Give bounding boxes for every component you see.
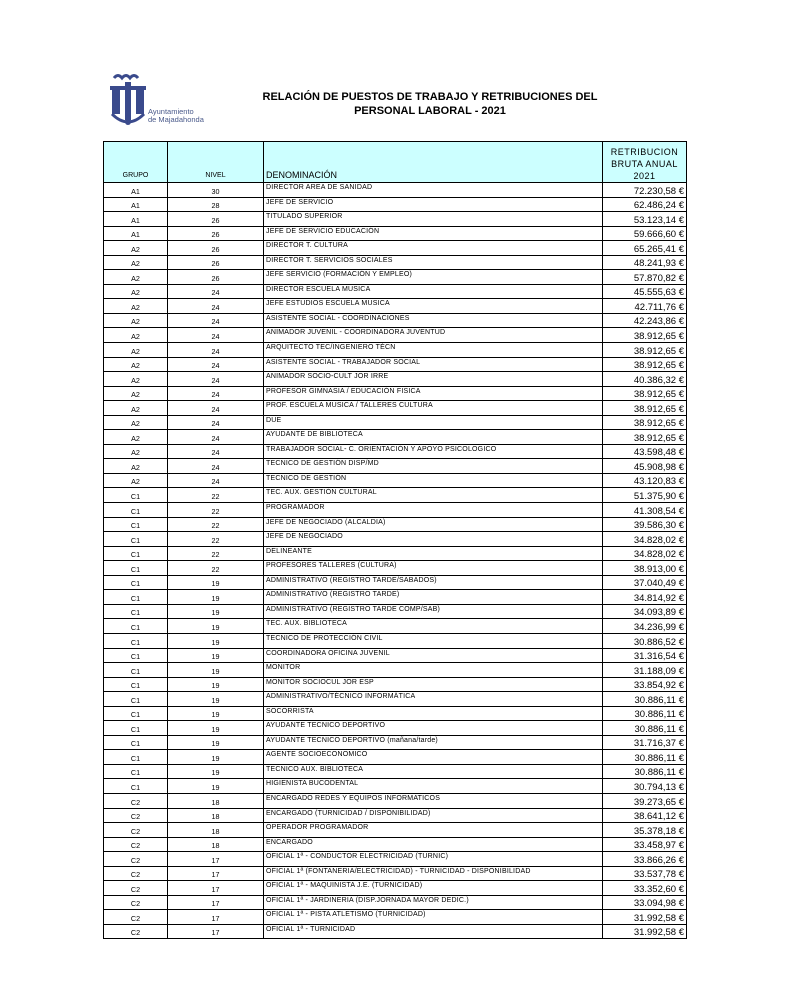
cell-nivel: 24 <box>168 357 264 372</box>
cell-retribucion: 30.886,11 € <box>603 750 687 765</box>
table-row <box>104 284 687 299</box>
cell-grupo: A2 <box>104 241 168 256</box>
cell-grupo: C2 <box>104 866 168 881</box>
cell-grupo: A2 <box>104 357 168 372</box>
cell-nivel: 18 <box>168 823 264 838</box>
cell-grupo: C2 <box>104 837 168 852</box>
cell-retribucion: 30.886,11 € <box>603 764 687 779</box>
cell-retribucion: 31.992,58 € <box>603 910 687 925</box>
cell-nivel: 24 <box>168 415 264 430</box>
table-row <box>104 721 687 736</box>
table-row <box>104 313 687 328</box>
cell-nivel: 18 <box>168 793 264 808</box>
table-row <box>104 852 687 867</box>
cell-nivel: 24 <box>168 328 264 343</box>
cell-denominacion: JEFE ESTUDIOS ESCUELA MUSICA <box>264 299 603 314</box>
cell-nivel: 19 <box>168 590 264 605</box>
cell-denominacion: SOCORRISTA <box>264 706 603 721</box>
cell-retribucion: 33.854,92 € <box>603 677 687 692</box>
cell-grupo: C2 <box>104 793 168 808</box>
cell-retribucion: 41.308,54 € <box>603 503 687 518</box>
cell-retribucion: 30.886,52 € <box>603 633 687 648</box>
cell-retribucion: 62.486,24 € <box>603 197 687 212</box>
cell-denominacion: COORDINADORA OFICINA JUVENIL <box>264 648 603 663</box>
cell-nivel: 17 <box>168 924 264 939</box>
cell-retribucion: 30.794,13 € <box>603 779 687 794</box>
cell-grupo: C1 <box>104 750 168 765</box>
cell-nivel: 19 <box>168 663 264 678</box>
title-line2: PERSONAL LABORAL - 2021 <box>354 105 506 117</box>
cell-retribucion: 43.598,48 € <box>603 444 687 459</box>
cell-grupo: C1 <box>104 663 168 678</box>
cell-grupo: A2 <box>104 473 168 488</box>
cell-retribucion: 45.555,63 € <box>603 284 687 299</box>
cell-nivel: 19 <box>168 604 264 619</box>
cell-grupo: C1 <box>104 503 168 518</box>
cell-denominacion: TECNICO DE GESTIÓN DISP/MD <box>264 459 603 474</box>
table-row <box>104 241 687 256</box>
cell-nivel: 19 <box>168 779 264 794</box>
cell-denominacion: AYUDANTE DE BIBLIOTECA <box>264 430 603 445</box>
cell-nivel: 24 <box>168 473 264 488</box>
table-row <box>104 401 687 416</box>
table-row <box>104 270 687 285</box>
table-row <box>104 372 687 387</box>
cell-nivel: 26 <box>168 270 264 285</box>
table-row <box>104 677 687 692</box>
cell-nivel: 19 <box>168 633 264 648</box>
cell-denominacion: PROGRAMADOR <box>264 503 603 518</box>
cell-grupo: A2 <box>104 343 168 358</box>
table-row <box>104 255 687 270</box>
cell-denominacion: DIRECTOR T. CULTURA <box>264 241 603 256</box>
cell-retribucion: 38.913,00 € <box>603 561 687 576</box>
cell-grupo: A2 <box>104 401 168 416</box>
cell-retribucion: 42.243,86 € <box>603 313 687 328</box>
cell-denominacion: DUE <box>264 415 603 430</box>
cell-grupo: A2 <box>104 372 168 387</box>
cell-denominacion: OFICIAL 1ª - PISTA ATLETISMO (TURNICIDAD) <box>264 910 603 925</box>
cell-retribucion: 42.711,76 € <box>603 299 687 314</box>
table-row <box>104 488 687 503</box>
cell-retribucion: 51.375,90 € <box>603 488 687 503</box>
cell-retribucion: 31.992,58 € <box>603 924 687 939</box>
table-row <box>104 415 687 430</box>
cell-retribucion: 37.040,49 € <box>603 575 687 590</box>
table-row <box>104 343 687 358</box>
cell-grupo: C1 <box>104 677 168 692</box>
cell-grupo: A2 <box>104 386 168 401</box>
cell-retribucion: 40.386,32 € <box>603 372 687 387</box>
cell-grupo: A2 <box>104 270 168 285</box>
cell-retribucion: 33.352,60 € <box>603 881 687 896</box>
table-row <box>104 575 687 590</box>
cell-retribucion: 39.586,30 € <box>603 517 687 532</box>
table-row <box>104 779 687 794</box>
ret-header-line3: 2021 <box>633 171 656 181</box>
cell-retribucion: 31.188,09 € <box>603 663 687 678</box>
cell-retribucion: 45.908,98 € <box>603 459 687 474</box>
table-row <box>104 430 687 445</box>
cell-retribucion: 34.236,99 € <box>603 619 687 634</box>
cell-grupo: A2 <box>104 430 168 445</box>
cell-nivel: 19 <box>168 750 264 765</box>
cell-nivel: 24 <box>168 386 264 401</box>
cell-denominacion: AYUDANTE TECNICO DEPORTIVO (mañana/tarde) <box>264 735 603 750</box>
cell-nivel: 22 <box>168 517 264 532</box>
table-row <box>104 692 687 707</box>
table-row <box>104 590 687 605</box>
table-row <box>104 837 687 852</box>
table-row <box>104 823 687 838</box>
cell-retribucion: 34.828,02 € <box>603 532 687 547</box>
cell-denominacion: JEFE DE SERVICIO <box>264 197 603 212</box>
table-row <box>104 299 687 314</box>
cell-retribucion: 39.273,65 € <box>603 793 687 808</box>
cell-denominacion: OPERADOR PROGRAMADOR <box>264 823 603 838</box>
table-row <box>104 793 687 808</box>
cell-denominacion: DIRECTOR T. SERVICIOS SOCIALES <box>264 255 603 270</box>
cell-retribucion: 31.716,37 € <box>603 735 687 750</box>
cell-nivel: 22 <box>168 503 264 518</box>
table-row <box>104 546 687 561</box>
cell-denominacion: PROF. ESCUELA MUSICA / TALLERES CULTURA <box>264 401 603 416</box>
table-row <box>104 183 687 198</box>
cell-grupo: A2 <box>104 313 168 328</box>
cell-denominacion: OFICIAL 1ª (FONTANERIA/ELECTRICIDAD) - TURNICIDAD - DISPONIBILIDAD <box>264 866 603 881</box>
cell-nivel: 19 <box>168 692 264 707</box>
cell-retribucion: 38.912,65 € <box>603 386 687 401</box>
cell-nivel: 26 <box>168 255 264 270</box>
cell-denominacion: AGENTE SOCIOECONOMICO <box>264 750 603 765</box>
table-row <box>104 663 687 678</box>
cell-denominacion: ASISTENTE SOCIAL - TRABAJADOR SOCIAL <box>264 357 603 372</box>
cell-denominacion: TRABAJADOR SOCIAL- C. ORIENTACIÓN Y APOYO PSICOLOGICO <box>264 444 603 459</box>
cell-grupo: C1 <box>104 648 168 663</box>
cell-nivel: 24 <box>168 343 264 358</box>
cell-nivel: 24 <box>168 313 264 328</box>
col-header-grupo: GRUPO <box>104 142 168 183</box>
cell-retribucion: 33.458,97 € <box>603 837 687 852</box>
table-row <box>104 459 687 474</box>
cell-nivel: 18 <box>168 837 264 852</box>
table-row <box>104 750 687 765</box>
cell-retribucion: 38.912,65 € <box>603 357 687 372</box>
cell-denominacion: TEC. AUX. BIBLIOTECA <box>264 619 603 634</box>
cell-grupo: C1 <box>104 706 168 721</box>
cell-nivel: 26 <box>168 212 264 227</box>
cell-grupo: A1 <box>104 183 168 198</box>
cell-nivel: 19 <box>168 721 264 736</box>
table-row <box>104 619 687 634</box>
cell-grupo: C2 <box>104 924 168 939</box>
cell-grupo: A2 <box>104 299 168 314</box>
cell-nivel: 24 <box>168 401 264 416</box>
cell-nivel: 17 <box>168 866 264 881</box>
cell-grupo: A2 <box>104 415 168 430</box>
org-name-line1: Ayuntamiento <box>148 107 194 116</box>
cell-denominacion: ADMINISTRATIVO/TÉCNICO INFORMÁTICA <box>264 692 603 707</box>
cell-grupo: C1 <box>104 721 168 736</box>
org-name <box>148 108 204 124</box>
cell-nivel: 22 <box>168 546 264 561</box>
table-row <box>104 633 687 648</box>
cell-denominacion: JEFE DE NEGOCIADO (ALCALDIA) <box>264 517 603 532</box>
table-row <box>104 924 687 939</box>
table-row <box>104 866 687 881</box>
table-row <box>104 881 687 896</box>
cell-denominacion: ANIMADOR JUVENIL - COORDINADORA JUVENTUD <box>264 328 603 343</box>
cell-denominacion: OFICIAL 1ª - MAQUINISTA J.E. (TURNICIDAD) <box>264 881 603 896</box>
cell-grupo: C2 <box>104 881 168 896</box>
cell-nivel: 22 <box>168 561 264 576</box>
cell-grupo: C2 <box>104 852 168 867</box>
cell-nivel: 19 <box>168 764 264 779</box>
cell-denominacion: JEFE DE NEGOCIADO <box>264 532 603 547</box>
cell-grupo: C1 <box>104 488 168 503</box>
cell-retribucion: 33.537,78 € <box>603 866 687 881</box>
ret-header-line2: BRUTA ANUAL <box>611 159 678 169</box>
cell-nivel: 19 <box>168 575 264 590</box>
cell-grupo: C1 <box>104 561 168 576</box>
cell-denominacion: TECNICO DE PROTECCIÓN CIVIL <box>264 633 603 648</box>
cell-nivel: 17 <box>168 881 264 896</box>
cell-retribucion: 34.828,02 € <box>603 546 687 561</box>
cell-retribucion: 48.241,93 € <box>603 255 687 270</box>
table-row <box>104 473 687 488</box>
cell-grupo: C1 <box>104 532 168 547</box>
cell-retribucion: 38.641,12 € <box>603 808 687 823</box>
cell-nivel: 24 <box>168 444 264 459</box>
cell-nivel: 18 <box>168 808 264 823</box>
cell-grupo: A2 <box>104 328 168 343</box>
cell-grupo: C2 <box>104 823 168 838</box>
cell-retribucion: 59.666,60 € <box>603 226 687 241</box>
cell-retribucion: 30.886,11 € <box>603 692 687 707</box>
cell-nivel: 19 <box>168 677 264 692</box>
table-row <box>104 212 687 227</box>
cell-nivel: 30 <box>168 183 264 198</box>
cell-nivel: 26 <box>168 241 264 256</box>
cell-nivel: 26 <box>168 226 264 241</box>
cell-denominacion: ADMINISTRATIVO (REGISTRO TARDE) <box>264 590 603 605</box>
table-row <box>104 604 687 619</box>
cell-retribucion: 38.912,65 € <box>603 328 687 343</box>
cell-retribucion: 38.912,65 € <box>603 415 687 430</box>
cell-denominacion: DELINEANTE <box>264 546 603 561</box>
cell-grupo: C1 <box>104 546 168 561</box>
cell-denominacion: ENCARGADO (TURNICIDAD / DISPONIBILIDAD) <box>264 808 603 823</box>
cell-retribucion: 34.093,89 € <box>603 604 687 619</box>
cell-grupo: C1 <box>104 575 168 590</box>
cell-retribucion: 31.316,54 € <box>603 648 687 663</box>
table-row <box>104 895 687 910</box>
col-header-retribucion <box>603 142 687 183</box>
cell-retribucion: 30.886,11 € <box>603 721 687 736</box>
cell-retribucion: 43.120,83 € <box>603 473 687 488</box>
cell-nivel: 22 <box>168 488 264 503</box>
cell-retribucion: 33.866,26 € <box>603 852 687 867</box>
cell-grupo: C1 <box>104 604 168 619</box>
cell-grupo: C1 <box>104 619 168 634</box>
cell-grupo: C2 <box>104 895 168 910</box>
cell-grupo: C1 <box>104 517 168 532</box>
cell-retribucion: 38.912,65 € <box>603 343 687 358</box>
table-row <box>104 764 687 779</box>
cell-grupo: A1 <box>104 226 168 241</box>
cell-denominacion: ANIMADOR SOCIO-CULT JOR IRRE <box>264 372 603 387</box>
cell-denominacion: JEFE SERVICIO (FORMACIÓN Y EMPLEO) <box>264 270 603 285</box>
cell-denominacion: HIGIENISTA BUCODENTAL <box>264 779 603 794</box>
cell-retribucion: 38.912,65 € <box>603 430 687 445</box>
cell-nivel: 17 <box>168 852 264 867</box>
cell-denominacion: TITULADO SUPERIOR <box>264 212 603 227</box>
cell-nivel: 28 <box>168 197 264 212</box>
cell-denominacion: OFICIAL 1ª - JARDINERIA (DISP.JORNADA MAYOR DEDIC.) <box>264 895 603 910</box>
table-row <box>104 648 687 663</box>
cell-denominacion: PROFESORES TALLERES (CULTURA) <box>264 561 603 576</box>
cell-denominacion: TECNICO AUX. BIBLIOTECA <box>264 764 603 779</box>
cell-nivel: 17 <box>168 910 264 925</box>
table-row <box>104 735 687 750</box>
cell-denominacion: DIRECTOR ESCUELA MUSICA <box>264 284 603 299</box>
cell-nivel: 19 <box>168 619 264 634</box>
cell-grupo: C1 <box>104 779 168 794</box>
cell-retribucion: 38.912,65 € <box>603 401 687 416</box>
table-row <box>104 328 687 343</box>
cell-denominacion: ENCARGADO <box>264 837 603 852</box>
cell-retribucion: 30.886,11 € <box>603 706 687 721</box>
table-row <box>104 226 687 241</box>
cell-retribucion: 65.265,41 € <box>603 241 687 256</box>
cell-nivel: 24 <box>168 430 264 445</box>
cell-denominacion: DIRECTOR AREA DE SANIDAD <box>264 183 603 198</box>
table-row <box>104 357 687 372</box>
cell-denominacion: MONITOR <box>264 663 603 678</box>
cell-nivel: 24 <box>168 299 264 314</box>
cell-retribucion: 35.378,18 € <box>603 823 687 838</box>
cell-grupo: A2 <box>104 459 168 474</box>
cell-denominacion: ADMINISTRATIVO (REGISTRO TARDE/SABADOS) <box>264 575 603 590</box>
cell-grupo: C2 <box>104 910 168 925</box>
cell-denominacion: JEFE DE SERVICIO EDUCACIÓN <box>264 226 603 241</box>
cell-denominacion: ARQUITECTO TEC/INGENIERO TÉCN <box>264 343 603 358</box>
cell-denominacion: PROFESOR GIMNASIA / EDUCACIÓN FISICA <box>264 386 603 401</box>
cell-denominacion: AYUDANTE TECNICO DEPORTIVO <box>264 721 603 736</box>
table-row <box>104 561 687 576</box>
col-header-denominacion: DENOMINACIÓN <box>264 142 603 183</box>
cell-grupo: C1 <box>104 764 168 779</box>
cell-denominacion: TEC. AUX. GESTIÓN CULTURAL <box>264 488 603 503</box>
org-name-line2: de Majadahonda <box>148 115 204 124</box>
cell-retribucion: 72.230,58 € <box>603 183 687 198</box>
col-header-nivel: NIVEL <box>168 142 264 183</box>
cell-nivel: 19 <box>168 648 264 663</box>
table-header-row <box>104 142 687 183</box>
cell-grupo: A2 <box>104 255 168 270</box>
cell-denominacion: OFICIAL 1ª - CONDUCTOR ELECTRICIDAD (TURNIC) <box>264 852 603 867</box>
table-row <box>104 532 687 547</box>
cell-grupo: A1 <box>104 197 168 212</box>
cell-grupo: C1 <box>104 692 168 707</box>
table-row <box>104 444 687 459</box>
cell-nivel: 24 <box>168 459 264 474</box>
cell-retribucion: 57.870,82 € <box>603 270 687 285</box>
cell-denominacion: ADMINISTRATIVO (REGISTRO TARDE COMP/SAB) <box>264 604 603 619</box>
document-title <box>230 90 630 118</box>
cell-nivel: 24 <box>168 372 264 387</box>
cell-retribucion: 33.094,98 € <box>603 895 687 910</box>
table-row <box>104 910 687 925</box>
cell-denominacion: ENCARGADO REDES Y EQUIPOS INFORMATICOS <box>264 793 603 808</box>
cell-nivel: 24 <box>168 284 264 299</box>
table-row <box>104 503 687 518</box>
title-line1: RELACIÓN DE PUESTOS DE TRABAJO Y RETRIBUCIONES DEL <box>262 91 598 103</box>
cell-denominacion: MONITOR SOCIOCUL JOR ESP <box>264 677 603 692</box>
cell-nivel: 19 <box>168 706 264 721</box>
table-row <box>104 197 687 212</box>
ret-header-line1: RETRIBUCION <box>610 147 679 157</box>
cell-grupo: A2 <box>104 284 168 299</box>
table-row <box>104 706 687 721</box>
cell-grupo: A1 <box>104 212 168 227</box>
cell-grupo: C2 <box>104 808 168 823</box>
table-row <box>104 808 687 823</box>
table-row <box>104 386 687 401</box>
cell-retribucion: 34.814,92 € <box>603 590 687 605</box>
cell-grupo: C1 <box>104 633 168 648</box>
cell-nivel: 17 <box>168 895 264 910</box>
table-row <box>104 517 687 532</box>
cell-denominacion: ASISTENTE SOCIAL - COORDINACIONES <box>264 313 603 328</box>
cell-denominacion: TECNICO DE GESTIÓN <box>264 473 603 488</box>
cell-grupo: C1 <box>104 590 168 605</box>
cell-retribucion: 53.123,14 € <box>603 212 687 227</box>
salary-table <box>103 141 687 939</box>
cell-nivel: 22 <box>168 532 264 547</box>
cell-grupo: C1 <box>104 735 168 750</box>
cell-grupo: A2 <box>104 444 168 459</box>
cell-denominacion: OFICIAL 1ª - TURNICIDAD <box>264 924 603 939</box>
cell-nivel: 19 <box>168 735 264 750</box>
